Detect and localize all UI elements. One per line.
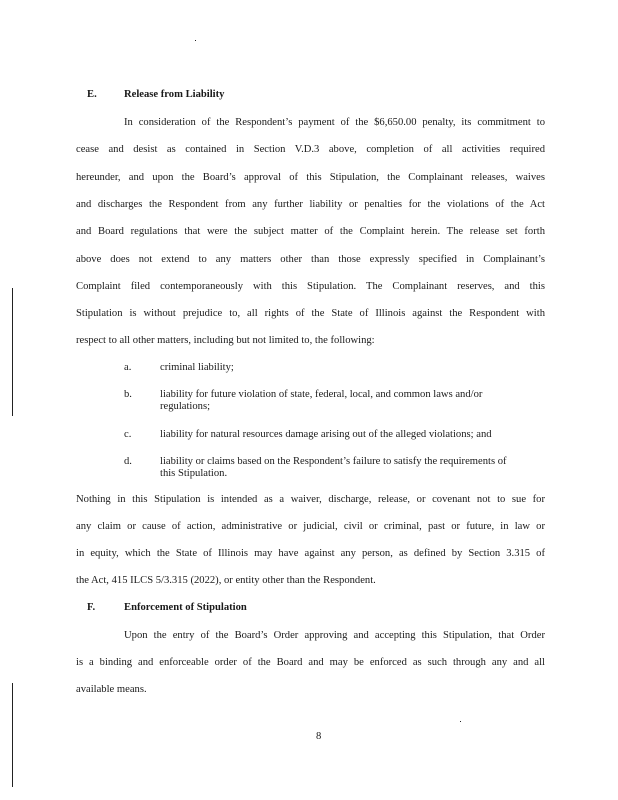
para2-line-4: the Act, 415 ILCS 5/3.315 (2022), or entity other than the Respondent. [76,575,376,586]
section-e-number: E. [87,89,97,100]
list-item-a-line-1: criminal liability; [160,362,234,373]
list-item-c-line-1: liability for natural resources damage arising out of the alleged violations; and [160,429,492,440]
list-marker-c: c. [124,429,132,440]
scan-edge-line-lower [12,683,13,787]
para1-line-8: Stipulation is without prejudice to, all rights of the State of Illinois against the Respondent with [76,308,545,319]
para1-line-4: and discharges the Respondent from any further liability or penalties for the violations of the Act [76,199,545,210]
section-e-heading: Release from Liability [124,89,225,100]
section-f-line-1: Upon the entry of the Board’s Order approving and accepting this Stipulation, that Order [124,630,545,641]
para2-line-3: in equity, which the State of Illinois may have against any person, as defined by Section 3.315 of [76,548,545,559]
list-marker-d: d. [124,456,132,467]
list-item-b-line-2: regulations; [160,401,211,412]
scan-edge-line-upper [12,288,13,416]
list-item-b-line-1: liability for future violation of state, federal, local, and common laws and/or [160,389,483,400]
para1-line-1: In consideration of the Respondent’s payment of the $6,650.00 penalty, its commitment to [124,117,545,128]
list-marker-a: a. [124,362,132,373]
scan-dot-top [195,40,196,41]
scan-dot-bottom [460,721,461,722]
para1-line-6: above does not extend to any matters other than those expressly specified in Complainant’s [76,254,545,265]
para1-line-2: cease and desist as contained in Section V.D.3 above, completion of all activities required [76,144,545,155]
para2-line-2: any claim or cause of action, administrative or judicial, civil or criminal, past or future, in law or [76,521,545,532]
section-f-number: F. [87,602,96,613]
para1-line-3: hereunder, and upon the Board’s approval of this Stipulation, the Complainant releases, waives [76,172,545,183]
list-item-d-line-1: liability or claims based on the Respondent’s failure to satisfy the requirements of [160,456,507,467]
section-f-heading: Enforcement of Stipulation [124,602,247,613]
para1-line-9: respect to all other matters, including but not limited to, the following: [76,335,375,346]
para1-line-7: Complaint filed contemporaneously with this Stipulation. The Complainant reserves, and this [76,281,545,292]
para1-line-5: and Board regulations that were the subject matter of the Complaint herein. The release set forth [76,226,545,237]
list-item-d-line-2: this Stipulation. [160,468,228,479]
section-f-line-2: is a binding and enforceable order of the Board and may be enforced as such through any and all [76,657,545,668]
list-marker-b: b. [124,389,132,400]
page-number: 8 [316,731,322,742]
section-f-line-3: available means. [76,684,147,695]
para2-line-1: Nothing in this Stipulation is intended as a waiver, discharge, release, or covenant not to sue for [76,494,545,505]
